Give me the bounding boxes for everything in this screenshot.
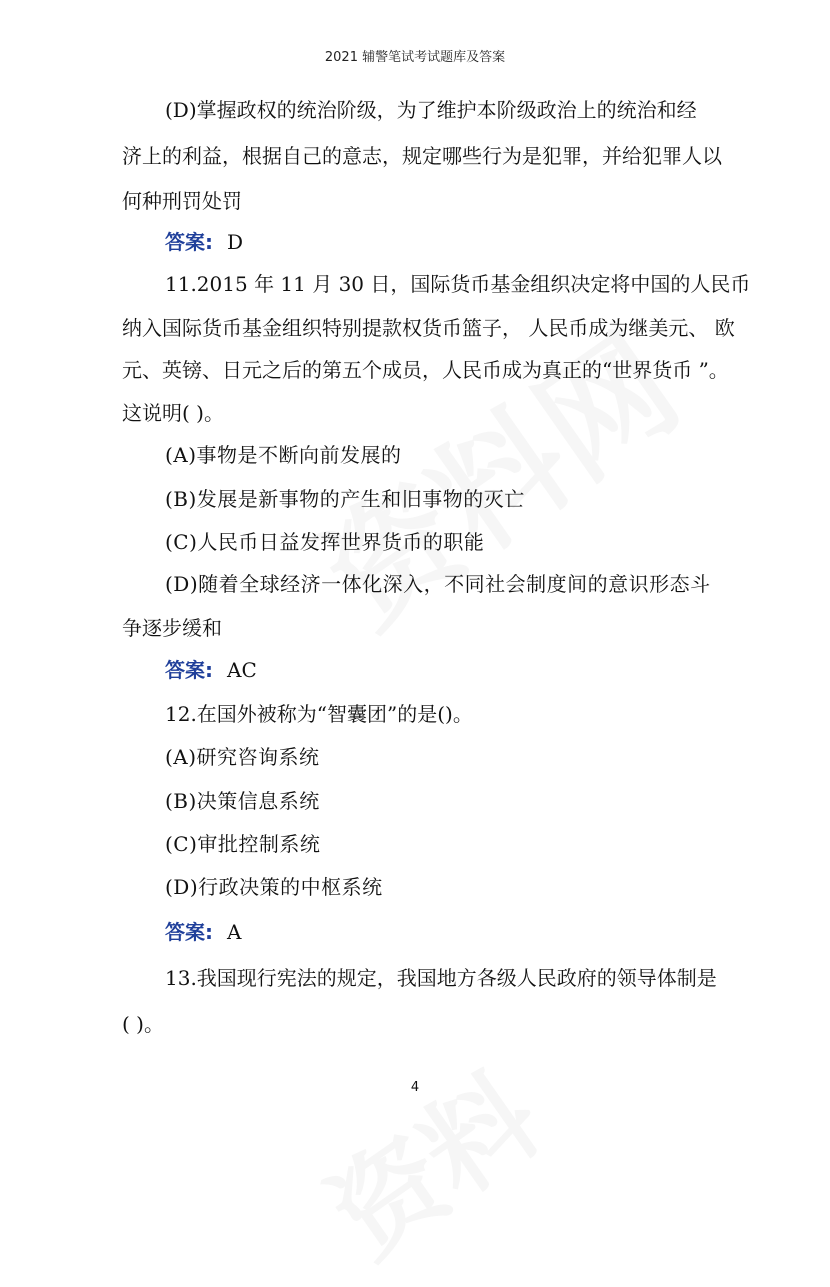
answer-label: 答案: [165,658,213,682]
answer-value: AC [227,658,257,682]
q12-stem: 12.在国外被称为“智囊团”的是()。 [165,702,473,726]
q11-stem-line2: 纳入国际货币基金组织特别提款权货币篮子， 人民币成为继美元、 欧 [122,316,735,340]
q12-answer [165,918,241,946]
q13-stem-line2: ( )。 [122,1012,164,1036]
q11-option-d-cont: 争逐步缓和 [122,616,222,640]
answer-label: 答案: [165,230,213,254]
page-number: 4 [410,1080,420,1095]
q11-stem-line3: 元、英镑、日元之后的第五个成员，人民币成为真正的“世界货币 ”。 [122,358,729,382]
q10-option-d-line3: 何种刑罚处罚 [122,189,242,213]
q11-option-a: (A)事物是不断向前发展的 [165,443,402,467]
q11-option-b: (B)发展是新事物的产生和旧事物的灭亡 [165,487,525,511]
q10-option-d-line2: 济上的利益，根据自己的意志，规定哪些行为是犯罪，并给犯罪人以 [122,144,722,168]
q10-option-d-line1: (D)掌握政权的统治阶级，为了维护本阶级政治上的统治和经 [165,98,697,122]
q12-option-c: (C)审批控制系统 [165,832,321,856]
watermark-bottom [295,1031,566,1287]
q12-option-b: (B)决策信息系统 [165,789,320,813]
answer-value: D [227,230,244,254]
q11-option-c: (C)人民币日益发挥世界货币的职能 [165,530,485,554]
q12-option-a: (A)研究咨询系统 [165,745,320,769]
q13-stem-line1: 13.我国现行宪法的规定，我国地方各级人民政府的领导体制是 [165,966,717,990]
q11-stem-line4: 这说明( )。 [122,401,224,425]
page-header: 2021 辅警笔试考试题库及答案 [324,50,506,65]
answer-value: A [227,920,242,944]
answer-label: 答案: [165,920,213,944]
q11-answer [165,656,257,684]
q12-option-d: (D)行政决策的中枢系统 [165,875,383,899]
q11-stem-line1: 11.2015 年 11 月 30 日，国际货币基金组织决定将中国的人民币 [165,272,751,296]
q11-option-d: (D)随着全球经济一体化深入，不同社会制度间的意识形态斗 [165,572,711,596]
q10-answer [165,228,243,256]
